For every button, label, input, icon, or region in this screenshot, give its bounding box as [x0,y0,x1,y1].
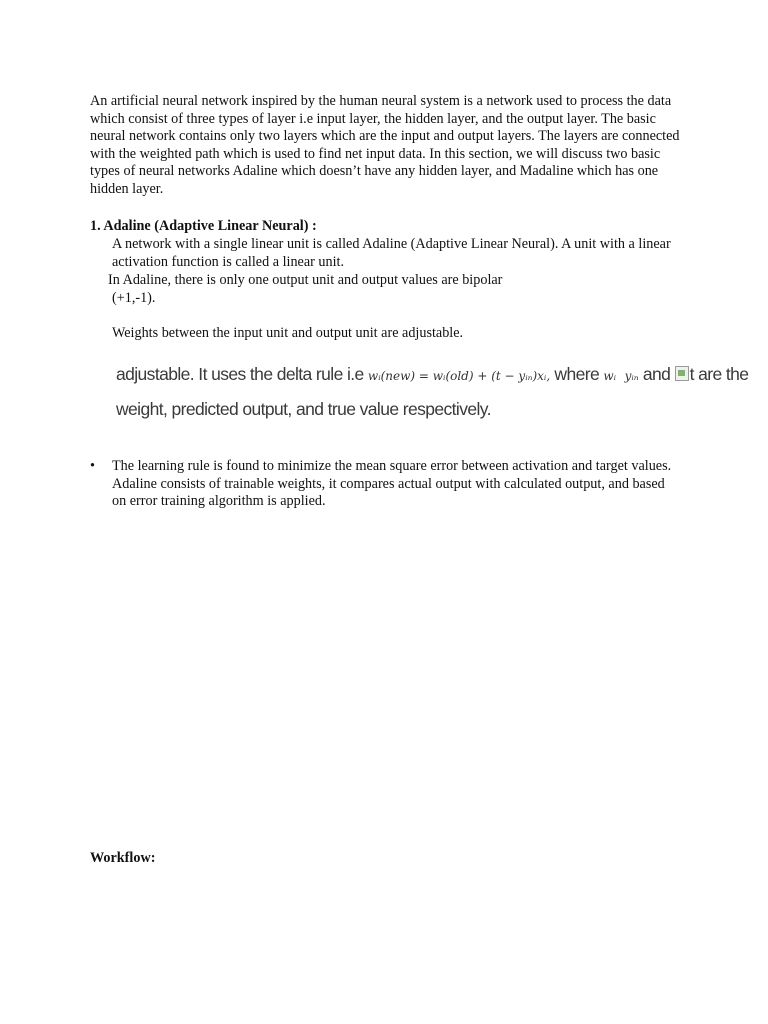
weight-variable: wᵢ [603,369,617,383]
delta-rule-image [116,360,749,430]
delta-rule-intro-text: adjustable. It uses the delta rule i.e [116,364,368,384]
delta-rule-formula: wᵢ(new) = wᵢ(old) + (t − yᵢₙ)xᵢ, [367,369,551,383]
delta-rule-are-the-text: are the [693,364,749,384]
broken-image-icon [675,366,689,381]
delta-rule-line1 [116,364,748,385]
intro-paragraph: An artificial neural network inspired by the human neural system is a network used to process the data which consist of three types of layer i.e input layer, the hidden layer, and the output layer. The basic neural network contains only two layers which are the input and output layers. The layers are connected with the weighted path which is used to find net input data. In this section, we will discuss two basic types of neural networks Adaline which doesn’t have any hidden layer, and Madaline which has one hidden layer. [90,93,680,197]
delta-rule-and-text: and [638,364,675,384]
bullet-icon: • [90,458,95,474]
adaline-output-paragraph: In Adaline, there is only one output unit and output values are bipolar [108,272,503,288]
predicted-output-variable: yᵢₙ [624,369,639,383]
adaline-weights-paragraph: Weights between the input unit and output unit are adjustable. [112,325,464,341]
learning-rule-text: The learning rule is found to minimize the mean square error between activation and target values. Adaline consists of trainable weights, it compares actual output with calculated output, and based on error training algorithm is applied. [112,458,672,510]
delta-rule-where-text: where [550,364,604,384]
adaline-definition-paragraph: A network with a single linear unit is called Adaline (Adaptive Linear Neural). A unit with a linear activation function is called a linear unit. [112,236,671,270]
adaline-heading: 1. Adaline (Adaptive Linear Neural) : [90,218,317,234]
delta-rule-line2: weight, predicted output, and true value respectively. [116,399,491,419]
workflow-heading: Workflow: [90,850,156,866]
adaline-bipolar-values: (+1,-1). [112,290,156,306]
broken-image-alt-text: t [689,364,694,384]
